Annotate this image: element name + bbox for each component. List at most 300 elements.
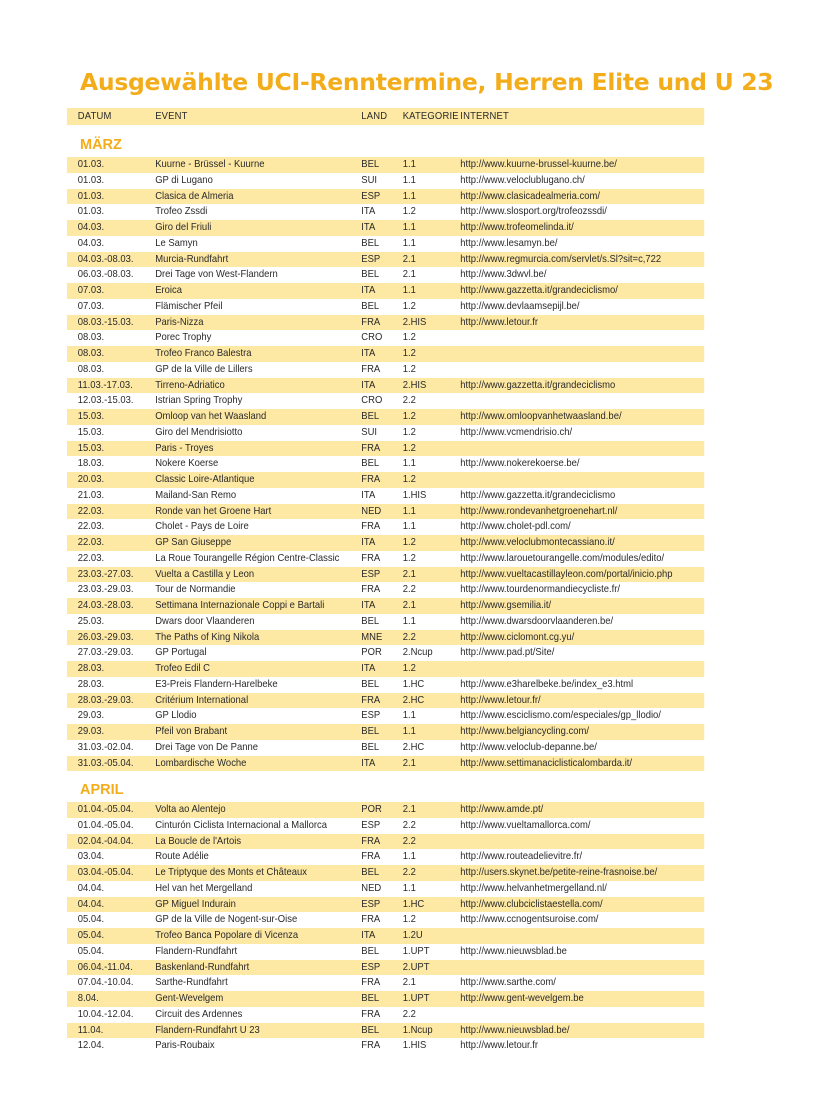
cell-event: Tour de Normandie [155, 583, 236, 596]
cell-kategorie: 1.UPT [402, 944, 430, 957]
cell-kategorie: 2.2 [402, 394, 416, 407]
cell-kategorie: 1.2U [402, 929, 423, 941]
cell-land: ESP [361, 252, 381, 265]
cell-land: BEL [361, 410, 380, 422]
table-row [67, 881, 704, 897]
cell-date: 02.04.-04.04. [77, 834, 134, 847]
cell-event: GP Portugal [155, 646, 207, 659]
cell-land: ESP [361, 897, 381, 910]
table-row [67, 362, 704, 378]
cell-internet[interactable]: http://www.clubciclistaestella.com/ [460, 897, 603, 910]
cell-event: Porec Trophy [155, 331, 212, 344]
table-row [67, 991, 704, 1007]
cell-kategorie: 2.2 [402, 583, 416, 596]
cell-land: FRA [361, 441, 381, 454]
cell-internet[interactable]: http://www.devlaamsepijl.be/ [460, 299, 580, 312]
table-row [67, 802, 704, 818]
cell-land: FRA [361, 551, 381, 564]
table-row [67, 740, 704, 756]
cell-date: 15.03. [77, 441, 105, 454]
cell-kategorie: 1.2 [402, 425, 416, 438]
cell-internet[interactable]: http://www.vcmendrisio.ch/ [460, 425, 573, 438]
cell-kategorie: 1.2 [402, 299, 416, 312]
cell-date: 15.03. [77, 410, 105, 422]
cell-event: The Paths of King Nikola [155, 630, 260, 643]
cell-date: 31.03.-05.04. [77, 756, 134, 769]
cell-date: 05.04. [77, 913, 105, 926]
table-row [67, 189, 704, 205]
cell-land: POR [361, 803, 382, 815]
cell-land: ITA [361, 205, 376, 218]
cell-event: Circuit des Ardennes [155, 1007, 243, 1020]
table-row [67, 960, 704, 976]
cell-date: 08.03.-15.03. [77, 315, 134, 328]
cell-kategorie: 2.2 [402, 630, 416, 643]
cell-land: ESP [361, 960, 381, 973]
cell-land: ESP [361, 818, 381, 831]
cell-date: 07.03. [77, 284, 105, 296]
cell-land: FRA [361, 473, 381, 485]
cell-land: ESP [361, 709, 381, 722]
cell-date: 08.03. [77, 362, 105, 375]
cell-date: 06.03.-08.03. [77, 268, 134, 281]
cell-land: NED [361, 504, 382, 517]
cell-internet[interactable]: http://www.vueltamallorca.com/ [460, 818, 591, 831]
cell-event: GP Miguel Indurain [155, 897, 236, 910]
cell-event: Trofeo Edil C [155, 662, 211, 674]
table-row [67, 661, 704, 677]
cell-event: GP Llodio [155, 709, 197, 722]
cell-event: GP de la Ville de Lillers [155, 362, 253, 375]
cell-land: FRA [361, 362, 381, 375]
cell-date: 04.04. [77, 881, 105, 894]
table-row [67, 865, 704, 881]
cell-kategorie: 1.1 [402, 158, 416, 170]
cell-event: Flandern-Rundfahrt U 23 [155, 1023, 260, 1036]
header-kategorie: KATEGORIE [402, 110, 459, 122]
cell-kategorie: 1.2 [402, 551, 416, 564]
cell-land: BEL [361, 866, 380, 878]
cell-land: POR [361, 646, 382, 659]
table-row [67, 567, 704, 583]
cell-event: Le Triptyque des Monts et Châteaux [155, 866, 308, 878]
cell-event: GP de la Ville de Nogent-sur-Oise [155, 913, 298, 926]
table-row [67, 157, 704, 173]
cell-kategorie: 1.1 [402, 709, 416, 722]
cell-event: Kuurne - Brüssel - Kuurne [155, 158, 265, 170]
cell-event: Baskenland-Rundfahrt [155, 960, 250, 973]
cell-event: Lombardische Woche [155, 756, 247, 769]
cell-event: Istrian Spring Trophy [155, 394, 243, 407]
cell-event: Paris-Nizza [155, 315, 204, 328]
cell-event: Trofeo Zssdi [155, 205, 208, 218]
cell-event: Trofeo Banca Popolare di Vicenza [155, 929, 299, 941]
table-row [67, 598, 704, 614]
cell-land: SUI [361, 173, 378, 186]
cell-internet[interactable]: http://www.nieuwsblad.be [460, 944, 567, 957]
cell-land: CRO [361, 394, 383, 407]
cell-internet[interactable]: http://www.gazzetta.it/grandeciclismo [460, 488, 616, 501]
cell-land: ITA [361, 662, 376, 674]
cell-kategorie: 2.HC [402, 693, 425, 706]
cell-land: ITA [361, 347, 376, 359]
cell-kategorie: 1.1 [402, 881, 416, 894]
cell-internet[interactable]: http://www.belgiancycling.com/ [460, 725, 589, 737]
table-row [67, 236, 704, 252]
cell-kategorie: 2.2 [402, 1007, 416, 1020]
cell-land: BEL [361, 158, 380, 170]
cell-kategorie: 2.HIS [402, 315, 427, 328]
cell-internet[interactable]: http://www.ccnogentsuroise.com/ [460, 913, 599, 926]
cell-date: 11.04. [77, 1023, 104, 1036]
cell-land: FRA [361, 1039, 381, 1052]
cell-event: Paris-Roubaix [155, 1039, 215, 1052]
cell-internet[interactable]: http://www.nieuwsblad.be/ [460, 1023, 570, 1036]
cell-date: 22.03. [77, 536, 105, 548]
cell-event: Mailand-San Remo [155, 488, 237, 501]
cell-kategorie: 1.1 [402, 189, 416, 202]
cell-land: SUI [361, 425, 378, 438]
cell-internet[interactable]: http://www.tourdenormandiecycliste.fr/ [460, 583, 620, 596]
cell-event: Volta ao Alentejo [155, 803, 226, 815]
cell-land: BEL [361, 236, 380, 249]
cell-date: 29.03. [77, 709, 105, 722]
table-row [67, 724, 704, 740]
cell-event: Eroica [155, 284, 182, 296]
table-row [67, 519, 704, 535]
cell-land: ESP [361, 189, 381, 202]
cell-kategorie: 1.HC [402, 677, 425, 690]
cell-event: Classic Loire-Atlantique [155, 473, 255, 485]
table-row [67, 267, 704, 283]
cell-date: 11.03.-17.03. [77, 378, 133, 391]
cell-internet[interactable]: http://www.gazzetta.it/grandeciclismo [460, 378, 616, 391]
cell-kategorie: 1.2 [402, 362, 416, 375]
table-row [67, 849, 704, 865]
cell-kategorie: 1.2 [402, 205, 416, 218]
cell-date: 04.03. [77, 236, 105, 249]
cell-internet[interactable]: http://www.e3harelbeke.be/index_e3.html [460, 677, 634, 690]
cell-land: ITA [361, 221, 376, 233]
cell-event: GP San Giuseppe [155, 536, 232, 548]
section-heading: APRIL [80, 782, 124, 798]
header-internet: INTERNET [460, 110, 509, 122]
cell-land: CRO [361, 331, 383, 344]
cell-kategorie: 1.2 [402, 347, 416, 359]
cell-kategorie: 2.2 [402, 834, 416, 847]
cell-event: Ronde van het Groene Hart [155, 504, 272, 517]
cell-date: 01.03. [77, 158, 105, 170]
table-row [67, 504, 704, 520]
table-row [67, 393, 704, 409]
table-row [67, 472, 704, 488]
table-row [67, 630, 704, 646]
cell-internet[interactable]: http://www.sarthe.com/ [460, 976, 556, 989]
cell-date: 01.03. [77, 173, 105, 186]
cell-land: ITA [361, 536, 376, 548]
cell-land: BEL [361, 268, 380, 281]
cell-land: BEL [361, 677, 380, 690]
cell-date: 22.03. [77, 520, 105, 533]
cell-event: La Roue Tourangelle Région Centre-Classic [155, 551, 340, 564]
cell-date: 07.03. [77, 299, 105, 312]
cell-internet[interactable]: http://www.dwarsdoorvlaanderen.be/ [460, 614, 614, 627]
cell-internet[interactable]: http://www.cholet-pdl.com/ [460, 520, 571, 533]
cell-event: Cinturón Ciclista Internacional a Mallorca [155, 818, 327, 831]
table-row [67, 928, 704, 944]
cell-internet[interactable]: http://www.amde.pt/ [460, 803, 544, 815]
cell-internet[interactable]: http://www.letour.fr/ [460, 693, 541, 706]
table-row [67, 818, 704, 834]
cell-date: 06.04.-11.04. [77, 960, 133, 973]
cell-date: 01.03. [77, 189, 105, 202]
cell-kategorie: 2.2 [402, 818, 416, 831]
cell-kategorie: 2.1 [402, 268, 416, 281]
cell-kategorie: 1.1 [402, 457, 416, 470]
cell-date: 03.04.-05.04. [77, 866, 134, 878]
table-row [67, 173, 704, 189]
cell-date: 28.03.-29.03. [77, 693, 134, 706]
cell-land: NED [361, 881, 382, 894]
cell-land: BEL [361, 1023, 380, 1036]
cell-internet[interactable]: http://www.3dwvl.be/ [460, 268, 547, 281]
cell-land: FRA [361, 913, 381, 926]
cell-kategorie: 1.2 [402, 331, 416, 344]
cell-event: Gent-Wevelgem [155, 992, 224, 1004]
cell-internet[interactable]: http://www.regmurcia.com/servlet/s.Sl?sit=c,722 [460, 252, 662, 265]
cell-internet[interactable]: http://www.rondevanhetgroenehart.nl/ [460, 504, 618, 517]
cell-internet[interactable]: http://www.larouetourangelle.com/modules/edito/ [460, 551, 665, 564]
cell-kategorie: 1.1 [402, 236, 416, 249]
table-row [67, 756, 704, 772]
cell-internet[interactable]: http://www.gent-wevelgem.be [460, 992, 584, 1004]
cell-event: Route Adélie [155, 850, 209, 863]
cell-event: Le Samyn [155, 236, 198, 249]
cell-land: FRA [361, 315, 381, 328]
cell-event: Flandern-Rundfahrt [155, 944, 238, 957]
cell-date: 08.03. [77, 331, 105, 344]
cell-kategorie: 1.2 [402, 473, 416, 485]
cell-event: E3-Preis Flandern-Harelbeke [155, 677, 278, 690]
table-row [67, 488, 704, 504]
header-event: EVENT [155, 110, 188, 122]
cell-kategorie: 2.HIS [402, 378, 427, 391]
table-row [67, 283, 704, 299]
cell-kategorie: 1.Ncup [402, 1023, 433, 1036]
cell-date: 21.03. [77, 488, 105, 501]
cell-date: 15.03. [77, 425, 105, 438]
cell-date: 05.04. [77, 929, 105, 941]
cell-kategorie: 2.2 [402, 866, 416, 878]
cell-kategorie: 2.1 [402, 976, 416, 989]
cell-internet[interactable]: http://www.pad.pt/Site/ [460, 646, 555, 659]
table-row [67, 441, 704, 457]
cell-internet[interactable]: http://www.settimanaciclisticalombarda.it/ [460, 756, 633, 769]
cell-kategorie: 1.1 [402, 614, 416, 627]
cell-land: ITA [361, 488, 376, 501]
cell-kategorie: 2.1 [402, 599, 416, 611]
cell-internet[interactable]: http://www.routeadelievitre.fr/ [460, 850, 583, 863]
cell-kategorie: 1.1 [402, 284, 416, 296]
cell-kategorie: 1.2 [402, 410, 416, 422]
cell-internet[interactable]: http://www.veloclublugano.ch/ [460, 173, 585, 186]
cell-date: 27.03.-29.03. [77, 646, 134, 659]
cell-kategorie: 1.HIS [402, 488, 427, 501]
cell-date: 12.04. [77, 1039, 105, 1052]
cell-kategorie: 1.1 [402, 725, 416, 737]
table-row [67, 897, 704, 913]
cell-land: ITA [361, 284, 376, 296]
cell-event: Dwars door Vlaanderen [155, 614, 255, 627]
cell-kategorie: 1.HIS [402, 1039, 427, 1052]
cell-land: BEL [361, 944, 380, 957]
cell-date: 01.04.-05.04. [77, 818, 134, 831]
cell-date: 22.03. [77, 504, 105, 517]
cell-land: MNE [361, 630, 383, 643]
cell-internet[interactable]: http://www.gazzetta.it/grandeciclismo/ [460, 284, 618, 296]
cell-date: 18.03. [77, 457, 105, 470]
cell-kategorie: 2.HC [402, 740, 425, 753]
cell-event: Hel van het Mergelland [155, 881, 253, 894]
cell-event: Giro del Friuli [155, 221, 212, 233]
cell-internet[interactable]: http://www.letour.fr [460, 315, 539, 328]
cell-event: Trofeo Franco Balestra [155, 347, 252, 359]
table-row [67, 220, 704, 236]
table-row [67, 582, 704, 598]
cell-event: Tirreno-Adriatico [155, 378, 225, 391]
cell-date: 08.03. [77, 347, 105, 359]
cell-date: 23.03.-29.03. [77, 583, 134, 596]
table-row [67, 252, 704, 268]
cell-date: 01.04.-05.04. [77, 803, 134, 815]
table-row [67, 912, 704, 928]
cell-kategorie: 2.1 [402, 252, 416, 265]
cell-event: Cholet - Pays de Loire [155, 520, 249, 533]
cell-event: Drei Tage von West-Flandern [155, 268, 278, 281]
cell-land: FRA [361, 583, 381, 596]
cell-date: 05.04. [77, 944, 105, 957]
table-row [67, 551, 704, 567]
cell-date: 29.03. [77, 725, 105, 737]
cell-kategorie: 1.1 [402, 520, 416, 533]
cell-land: FRA [361, 976, 381, 989]
cell-event: GP di Lugano [155, 173, 213, 186]
cell-event: Critérium International [155, 693, 249, 706]
cell-kategorie: 1.1 [402, 504, 416, 517]
cell-kategorie: 1.1 [402, 850, 416, 863]
cell-internet[interactable]: http://www.esciclismo.com/especiales/gp_llodio/ [460, 709, 661, 722]
cell-land: ESP [361, 567, 381, 580]
cell-event: Paris - Troyes [155, 441, 214, 454]
table-row [67, 1023, 704, 1039]
cell-date: 04.03.-08.03. [77, 252, 134, 265]
cell-land: ITA [361, 756, 376, 769]
cell-event: Settimana Internazionale Coppi e Bartali [155, 599, 325, 611]
cell-land: BEL [361, 725, 380, 737]
cell-date: 26.03.-29.03. [77, 630, 134, 643]
cell-date: 22.03. [77, 551, 105, 564]
cell-date: 28.03. [77, 677, 105, 690]
cell-kategorie: 2.1 [402, 567, 416, 580]
cell-land: FRA [361, 693, 381, 706]
cell-internet[interactable]: http://www.veloclub-depanne.be/ [460, 740, 597, 753]
cell-kategorie: 1.UPT [402, 992, 430, 1004]
cell-internet[interactable]: http://users.skynet.be/petite-reine-frasnoise.be/ [460, 866, 658, 878]
cell-date: 24.03.-28.03. [77, 599, 134, 611]
cell-date: 12.03.-15.03. [77, 394, 134, 407]
cell-internet[interactable]: http://www.nokerekoerse.be/ [460, 457, 580, 470]
cell-date: 04.03. [77, 221, 105, 233]
table-row [67, 1007, 704, 1023]
cell-internet[interactable]: http://www.letour.fr [460, 1039, 539, 1052]
table-row [67, 456, 704, 472]
table-row [67, 614, 704, 630]
cell-date: 03.04. [77, 850, 105, 863]
cell-kategorie: 1.2 [402, 913, 416, 926]
cell-event: Murcia-Rundfahrt [155, 252, 229, 265]
cell-date: 01.03. [77, 205, 105, 218]
cell-land: BEL [361, 299, 380, 312]
cell-land: ITA [361, 378, 376, 391]
table-row [67, 299, 704, 315]
cell-event: Pfeil von Brabant [155, 725, 228, 737]
table-header [67, 108, 704, 125]
table-row [67, 315, 704, 331]
cell-land: ITA [361, 599, 376, 611]
table-row [67, 535, 704, 551]
table-row [67, 378, 704, 394]
cell-date: 23.03.-27.03. [77, 567, 134, 580]
table-row [67, 834, 704, 850]
page-title: Ausgewählte UCI-Renntermine, Herren Elite und U 23 [80, 68, 774, 96]
table-row [67, 693, 704, 709]
cell-date: 31.03.-02.04. [77, 740, 134, 753]
cell-internet[interactable]: http://www.gsemilia.it/ [460, 599, 552, 611]
cell-land: BEL [361, 992, 380, 1004]
table-row [67, 944, 704, 960]
cell-internet[interactable]: http://www.veloclubmontecassiano.it/ [460, 536, 615, 548]
cell-kategorie: 2.1 [402, 756, 416, 769]
cell-event: Omloop van het Waasland [155, 410, 267, 422]
cell-internet[interactable]: http://www.ciclomont.cg.yu/ [460, 630, 575, 643]
cell-land: FRA [361, 520, 381, 533]
cell-internet[interactable]: http://www.vueltacastillayleon.com/portal/inicio.php [460, 567, 673, 580]
cell-date: 20.03. [77, 473, 105, 485]
cell-internet[interactable]: http://www.slosport.org/trofeozssdi/ [460, 205, 607, 218]
cell-kategorie: 2.UPT [402, 960, 430, 973]
cell-kategorie: 1.2 [402, 662, 416, 674]
cell-internet[interactable]: http://www.trofeomelinda.it/ [460, 221, 574, 233]
cell-event: Giro del Mendrisiotto [155, 425, 243, 438]
header-land: LAND [361, 110, 388, 122]
table-row [67, 1038, 704, 1054]
table-row [67, 677, 704, 693]
cell-event: Drei Tage von De Panne [155, 740, 258, 753]
cell-date: 25.03. [77, 614, 105, 627]
cell-kategorie: 2.Ncup [402, 646, 433, 659]
cell-date: 28.03. [77, 662, 105, 674]
cell-event: La Boucle de l'Artois [155, 834, 242, 847]
cell-internet[interactable]: http://www.omloopvanhetwaasland.be/ [460, 410, 622, 422]
table-row [67, 204, 704, 220]
section-heading: MÄRZ [80, 137, 122, 153]
cell-internet[interactable]: http://www.kuurne-brussel-kuurne.be/ [460, 158, 617, 170]
table-row [67, 330, 704, 346]
cell-event: Vuelta a Castilla y Leon [155, 567, 255, 580]
cell-internet[interactable]: http://www.lesamyn.be/ [460, 236, 558, 249]
cell-internet[interactable]: http://www.helvanhetmergelland.nl/ [460, 881, 607, 894]
cell-internet[interactable]: http://www.clasicadealmeria.com/ [460, 189, 601, 202]
